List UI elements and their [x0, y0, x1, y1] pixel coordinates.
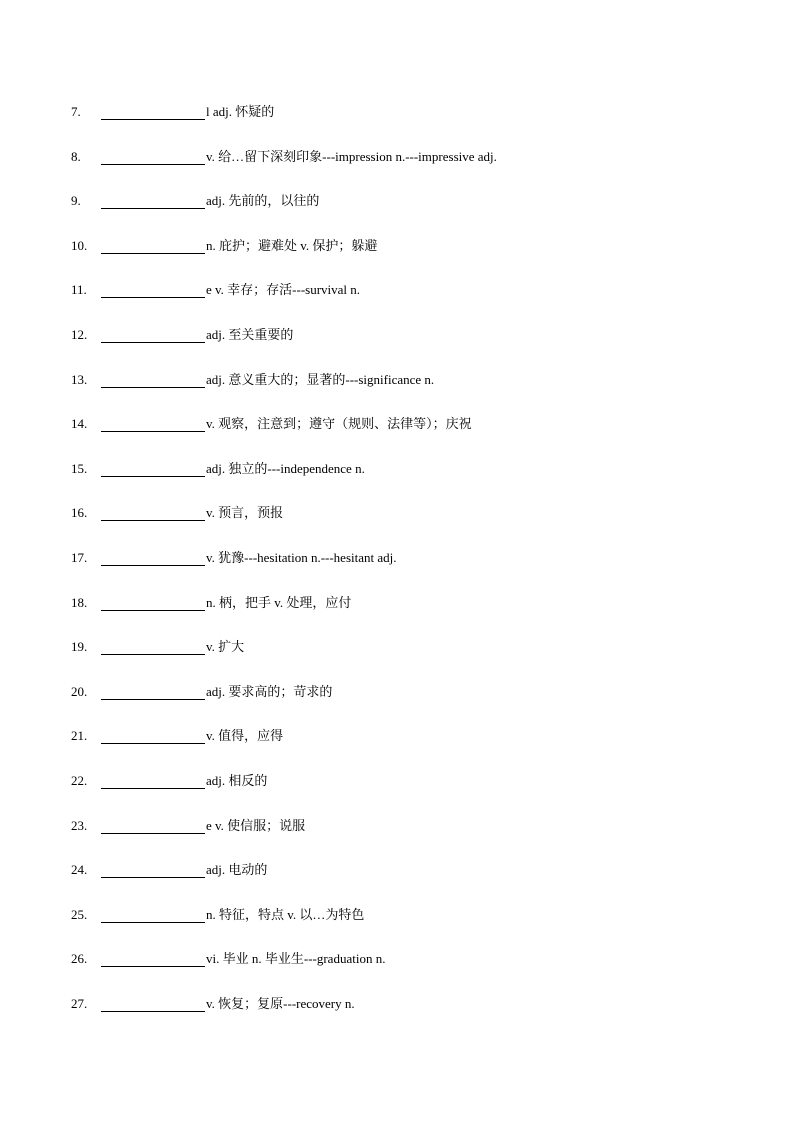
item-definition: v. 给…留下深刻印象---impression n.---impressive adj.: [206, 148, 497, 164]
item-number: 27.: [71, 995, 88, 1011]
item-number: 20.: [71, 683, 88, 699]
item-definition: adj. 意义重大的；显著的---significance n.: [206, 371, 435, 387]
answer-blank[interactable]: [101, 476, 205, 477]
answer-blank[interactable]: [101, 119, 205, 120]
item-number: 8.: [71, 148, 81, 164]
item-number: 15.: [71, 460, 88, 476]
item-definition: v. 恢复；复原---recovery n.: [206, 995, 355, 1011]
answer-blank[interactable]: [101, 877, 205, 878]
list-item: [71, 503, 751, 548]
answer-blank[interactable]: [101, 253, 205, 254]
item-number: 13.: [71, 371, 88, 387]
list-item: [71, 280, 751, 325]
item-definition: n. 柄，把手 v. 处理，应付: [206, 594, 352, 610]
item-definition: v. 值得，应得: [206, 728, 284, 744]
item-definition: v. 扩大: [206, 639, 245, 655]
list-item: [71, 191, 751, 236]
list-item: [71, 816, 751, 861]
item-definition: adj. 相反的: [206, 772, 268, 788]
list-item: [71, 860, 751, 905]
item-number: 18.: [71, 594, 88, 610]
item-definition: n. 庇护；避难处 v. 保护；躲避: [206, 237, 378, 253]
answer-blank[interactable]: [101, 342, 205, 343]
answer-blank[interactable]: [101, 610, 205, 611]
list-item: [71, 726, 751, 771]
item-definition: adj. 至关重要的: [206, 326, 294, 342]
item-number: 22.: [71, 772, 88, 788]
item-definition: e v. 幸存；存活---survival n.: [206, 282, 361, 298]
item-definition: adj. 电动的: [206, 862, 268, 878]
item-definition: vi. 毕业 n. 毕业生---graduation n.: [206, 951, 386, 967]
list-item: [71, 325, 751, 370]
answer-blank[interactable]: [101, 208, 205, 209]
item-definition: adj. 先前的，以往的: [206, 193, 320, 209]
item-number: 25.: [71, 906, 88, 922]
item-number: 12.: [71, 326, 88, 342]
item-number: 19.: [71, 639, 88, 655]
answer-blank[interactable]: [101, 387, 205, 388]
list-item: [71, 682, 751, 727]
item-number: 11.: [71, 282, 87, 298]
item-definition: v. 预言，预报: [206, 505, 284, 521]
answer-blank[interactable]: [101, 431, 205, 432]
answer-blank[interactable]: [101, 743, 205, 744]
list-item: [71, 994, 751, 1039]
item-definition: adj. 要求高的；苛求的: [206, 683, 333, 699]
item-number: 24.: [71, 862, 88, 878]
item-definition: v. 犹豫---hesitation n.---hesitant adj.: [206, 549, 397, 565]
list-item: [71, 771, 751, 816]
list-item: [71, 637, 751, 682]
answer-blank[interactable]: [101, 297, 205, 298]
answer-blank[interactable]: [101, 565, 205, 566]
answer-blank[interactable]: [101, 833, 205, 834]
answer-blank[interactable]: [101, 1011, 205, 1012]
item-number: 16.: [71, 505, 88, 521]
vocabulary-list: [71, 102, 751, 1038]
item-number: 7.: [71, 104, 81, 119]
item-number: 21.: [71, 728, 88, 744]
list-item: [71, 548, 751, 593]
list-item: [71, 370, 751, 415]
list-item: [71, 905, 751, 950]
item-number: 9.: [71, 193, 81, 209]
answer-blank[interactable]: [101, 520, 205, 521]
list-item: [71, 414, 751, 459]
item-definition: v. 观察，注意到；遵守（规则、法律等）；庆祝: [206, 416, 472, 432]
item-definition: e v. 使信服；说服: [206, 817, 306, 833]
list-item: [71, 147, 751, 192]
answer-blank[interactable]: [101, 788, 205, 789]
item-number: 23.: [71, 817, 88, 833]
answer-blank[interactable]: [101, 922, 205, 923]
item-number: 26.: [71, 951, 88, 967]
list-item: [71, 236, 751, 281]
answer-blank[interactable]: [101, 699, 205, 700]
item-number: 10.: [71, 237, 88, 253]
item-number: 14.: [71, 416, 88, 432]
list-item: [71, 459, 751, 504]
answer-blank[interactable]: [101, 654, 205, 655]
list-item: [71, 949, 751, 994]
answer-blank[interactable]: [101, 966, 205, 967]
item-definition: adj. 独立的---independence n.: [206, 460, 365, 476]
item-definition: n. 特征，特点 v. 以…为特色: [206, 906, 365, 922]
list-item: [71, 593, 751, 638]
answer-blank[interactable]: [101, 164, 205, 165]
list-item: [71, 102, 751, 147]
item-number: 17.: [71, 549, 88, 565]
item-definition: l adj. 怀疑的: [206, 104, 275, 119]
